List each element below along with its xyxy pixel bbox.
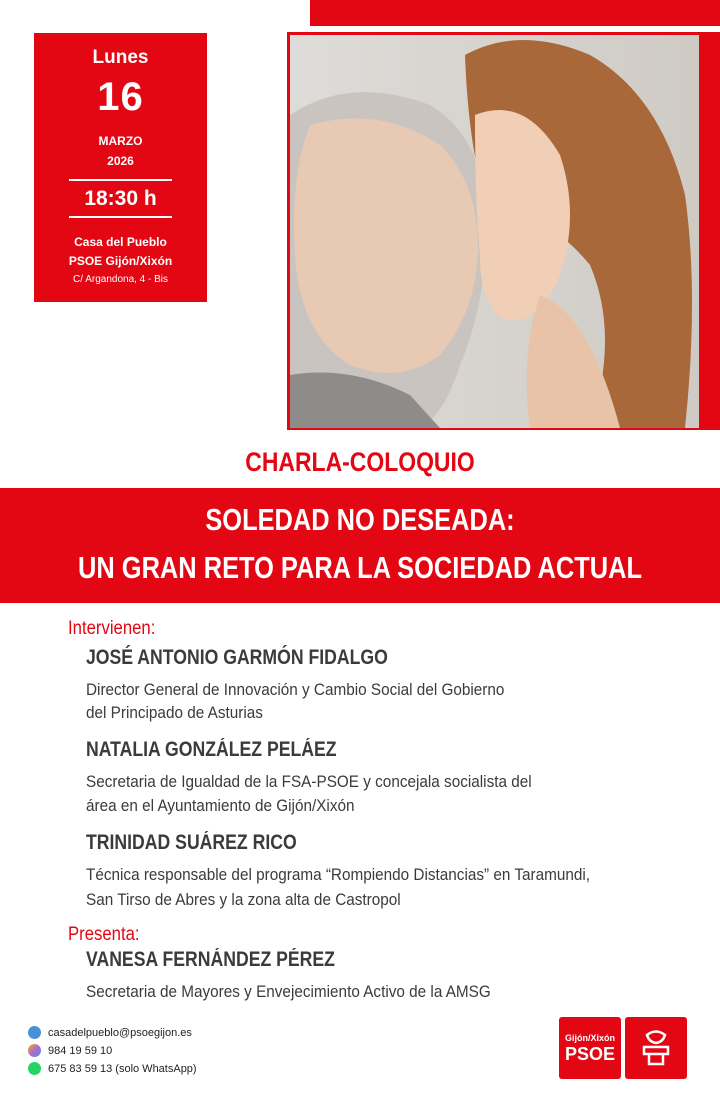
title-line-1: SOLEDAD NO DESEADA: <box>205 502 515 537</box>
contact-whatsapp-text: 675 83 59 13 (solo WhatsApp) <box>48 1062 197 1075</box>
event-month: MARZO <box>98 134 143 148</box>
event-weekday: Lunes <box>92 47 149 68</box>
logo-party: PSOE <box>564 1044 616 1064</box>
speaker-role: área en el Ayuntamiento de Gijón/Xixón <box>86 796 355 815</box>
venue-name: Casa del Pueblo <box>74 235 167 249</box>
speaker-name: NATALIA GONZÁLEZ PELÁEZ <box>86 738 337 761</box>
venue-org: PSOE Gijón/Xixón <box>68 254 173 268</box>
presenter-role: Secretaria de Mayores y Envejecimiento Activo de la AMSG <box>86 982 491 1001</box>
speaker-role: Director General de Innovación y Cambio Social del Gobierno <box>86 680 505 699</box>
venue-address: C/ Argandona, 4 - Bis <box>72 274 169 285</box>
event-day: 16 <box>97 75 144 119</box>
top-red-strip <box>310 0 720 26</box>
speaker-name: JOSÉ ANTONIO GARMÓN FIDALGO <box>86 646 388 669</box>
speaker-role: San Tirso de Abres y la zona alta de Castropol <box>86 890 401 909</box>
event-year: 2026 <box>107 154 134 168</box>
event-date-box <box>34 33 207 302</box>
contact-email[interactable] <box>28 1026 192 1039</box>
photo-frame <box>287 32 720 430</box>
title-banner <box>0 488 720 603</box>
speakers-label: Intervienen: <box>68 618 156 639</box>
presenter-label: Presenta: <box>68 924 140 945</box>
title-line-2: UN GRAN RETO PARA LA SOCIEDAD ACTUAL <box>78 550 642 585</box>
contact-email-text: casadelpueblo@psoegijon.es <box>48 1026 192 1039</box>
speaker-name: TRINIDAD SUÁREZ RICO <box>86 831 297 854</box>
divider <box>69 216 172 218</box>
contact-whatsapp[interactable] <box>28 1062 197 1075</box>
speaker-role: del Principado de Asturias <box>86 703 263 722</box>
divider <box>69 179 172 181</box>
contact-phone-text: 984 19 59 10 <box>48 1044 113 1057</box>
event-photo <box>290 35 699 428</box>
phone-icon <box>28 1044 41 1057</box>
speaker-role: Secretaria de Igualdad de la FSA-PSOE y concejala socialista del <box>86 772 532 791</box>
presenter-name: VANESA FERNÁNDEZ PÉREZ <box>86 948 335 971</box>
speaker-role: Técnica responsable del programa “Rompiendo Distancias” en Taramundi, <box>86 865 591 884</box>
event-type: CHARLA-COLOQUIO <box>245 447 475 477</box>
whatsapp-icon <box>28 1062 41 1075</box>
event-time: 18:30 h <box>84 187 157 210</box>
contact-phone[interactable] <box>28 1044 112 1057</box>
email-icon <box>28 1026 41 1039</box>
rose-fist-icon <box>625 1017 687 1079</box>
logo-city: Gijón/Xixón <box>564 1033 615 1043</box>
psoe-logo-text <box>559 1017 621 1079</box>
